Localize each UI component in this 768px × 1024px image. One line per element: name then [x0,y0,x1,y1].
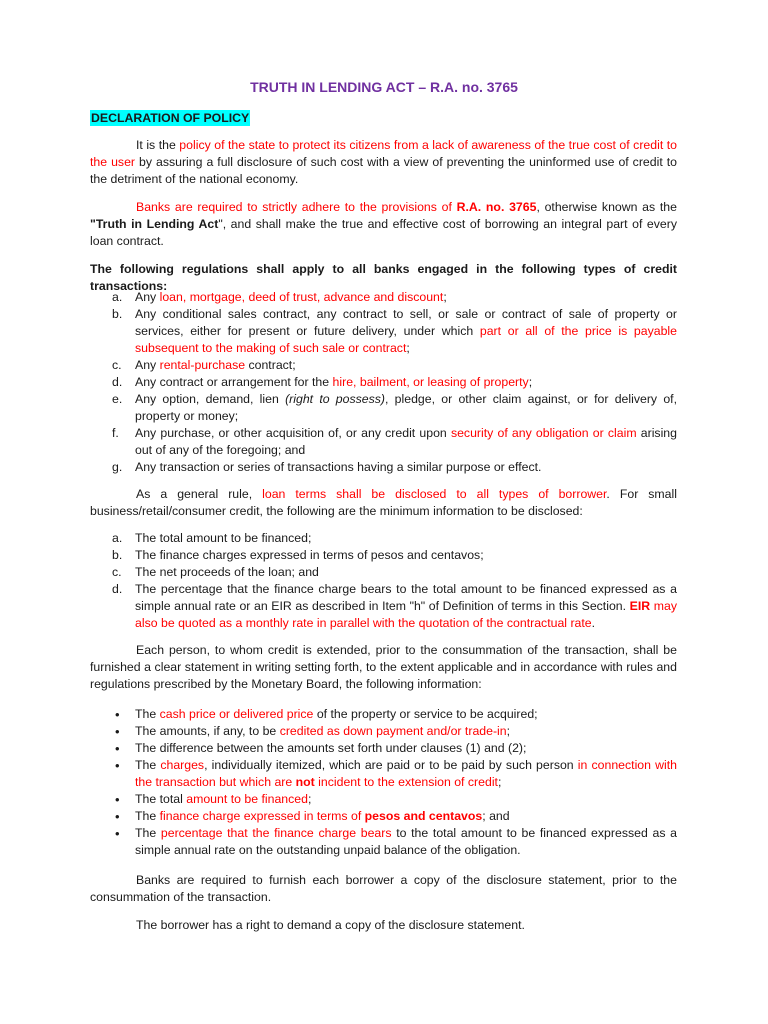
list-marker: c. [112,358,122,372]
item-highlight: credited as down payment and/or trade-in [279,724,507,738]
list-item [90,357,677,374]
list-item [90,530,677,547]
regulations-intro: The following regulations shall apply to all banks engaged in the following types of credit transactions: [90,262,677,293]
list-marker: d. [112,375,123,389]
item-text: The difference between the amounts set forth under clauses (1) and (2); [135,741,527,755]
list-item [90,289,677,306]
list-item [90,723,677,740]
right-to-demand-paragraph: The borrower has a right to demand a copy of the disclosure statement. [136,918,525,932]
p1-text-a: It is the [136,138,180,152]
item-text: . [591,616,596,630]
item-text: The [135,707,160,721]
list-item [90,581,677,632]
item-text: The percentage that the finance charge bears to the total amount to be financed expressed as a simple annual rate or an EIR as described in Item "h" of Definition of terms in this Section. [135,582,677,613]
p4-highlight: loan terms shall be disclosed to all types of borrower [262,487,607,501]
list-item [90,547,677,564]
credit-transactions-list [90,289,677,476]
item-text: ; [506,724,511,738]
item-highlight: loan, mortgage, deed of trust, advance and discount [159,290,444,304]
p1-highlight: policy of the state to protect its citizens from a lack of awareness of the true cost of credit to the user [90,138,677,169]
item-text: ; [443,290,447,304]
list-marker: b. [112,548,123,562]
item-text: Any conditional sales contract, any contract to sell, or sale or contract of sale of property or services, either for present or future delivery, under which [135,307,677,338]
item-highlight: in connection with the transaction but which are [135,758,677,789]
list-item [90,740,677,757]
item-highlight: percentage that the finance charge bears [160,826,392,840]
p2-highlight-a: Banks are required to strictly adhere to the provisions of [136,200,457,214]
p4-text-c: . For small business/retail/consumer credit, the following are the minimum information to be disclosed: [90,487,677,518]
list-item [90,306,677,357]
list-marker: g. [112,460,123,474]
statement-paragraph: Each person, to whom credit is extended, prior to the consummation of the transaction, shall be furnished a clear statement in writing setting forth, to the extent applicable and in accordance with rules and regulations prescribed by the Monetary Board, the following information: [90,643,677,691]
item-highlight-bold: pesos and centavos [364,809,483,823]
section-heading: DECLARATION OF POLICY [91,111,250,125]
list-item [90,391,677,425]
item-text: The amounts, if any, to be [135,724,280,738]
item-text: The total [135,792,187,806]
item-text: , individually itemized, which are paid or to be paid by such person [204,758,578,772]
p2-text-c: , otherwise known as the [536,200,677,214]
item-text: Any option, demand, lien [135,392,286,406]
item-highlight: security of any obligation or claim [450,426,637,440]
item-text: Any [135,358,160,372]
p4-text-a: As a general rule, [136,487,263,501]
list-marker: c. [112,565,122,579]
item-text: The net proceeds of the loan; and [135,565,319,579]
list-item [90,706,677,723]
bullet-icon: • [115,707,120,722]
item-highlight: finance charge expressed in terms of [159,809,365,823]
item-highlight: amount to be financed [186,792,308,806]
item-highlight: hire, bailment, or leasing of property [332,375,529,389]
bullet-icon: • [115,758,120,773]
document-title: TRUTH IN LENDING ACT – R.A. no. 3765 [250,79,518,95]
p2-text-e: ", and shall make the true and effective cost of borrowing an integral part of every loan contract. [90,217,677,248]
general-rule-paragraph [90,486,677,520]
item-highlight: rental-purchase [159,358,246,372]
item-text: , pledge, or other claim against, or for delivery of, property or money; [135,392,677,423]
list-item [90,564,677,581]
item-highlight: part or all of the price is payable subsequent to the making of such sale or contract [135,324,677,355]
list-item [90,757,677,791]
item-text: The [135,758,161,772]
item-text: Any transaction or series of transactions having a similar purpose or effect. [135,460,542,474]
item-text: ; [406,341,410,355]
item-text: of the property or service to be acquired; [313,707,538,721]
bullet-icon: • [115,741,120,756]
list-marker: d. [112,582,123,596]
bullet-icon: • [115,826,120,841]
item-text: ; [497,775,502,789]
item-text: The total amount to be financed; [135,531,312,545]
item-text: The [135,809,160,823]
item-text: contract; [245,358,296,372]
item-text: ; [307,792,312,806]
list-item [90,825,677,859]
p2-ra-number: R.A. no. 3765 [456,200,537,214]
required-information-list [90,706,677,859]
p1-text-c: by assuring a full disclosure of such cost with a view of preventing the uninformed use of credit to the detriment of the national economy. [90,155,678,186]
policy-paragraph [90,137,677,188]
item-text: The finance charges expressed in terms of pesos and centavos; [135,548,484,562]
item-italic: (right to possess) [285,392,386,406]
list-item [90,459,677,476]
banks-paragraph [90,199,677,250]
item-highlight: charges [160,758,205,772]
item-text: Any purchase, or other acquisition of, or any credit upon [135,426,451,440]
item-text: The [135,826,161,840]
list-item [90,808,677,825]
item-highlight: may also be quoted as a monthly rate in parallel with the quotation of the contractual rate [135,599,677,630]
item-text: ; [528,375,533,389]
item-highlight: incident to the extension of credit [314,775,498,789]
list-item [90,791,677,808]
list-item [90,425,677,459]
item-text: Any contract or arrangement for the [135,375,333,389]
list-marker: e. [112,392,123,406]
item-text: Any [135,290,160,304]
item-text: ; and [482,809,510,823]
bullet-icon: • [115,809,120,824]
bullet-icon: • [115,792,120,807]
item-text: arising out of any of the foregoing; and [135,426,677,457]
bullet-icon: • [115,724,120,739]
list-marker: f. [112,426,119,440]
p2-act-name: "Truth in Lending Act [90,217,219,231]
list-item [90,374,677,391]
minimum-disclosure-list [90,530,677,632]
item-highlight-bold: not [295,775,315,789]
furnish-copy-paragraph: Banks are required to furnish each borrower a copy of the disclosure statement, prior to the consummation of the transaction. [90,873,677,904]
item-highlight: cash price or delivered price [159,707,314,721]
list-marker: a. [112,290,123,304]
item-text: to the total amount to be financed expressed as a simple annual rate on the outstanding unpaid balance of the obligation. [135,826,678,857]
item-highlight-bold: EIR [629,599,651,613]
list-marker: b. [112,307,123,321]
list-marker: a. [112,531,123,545]
